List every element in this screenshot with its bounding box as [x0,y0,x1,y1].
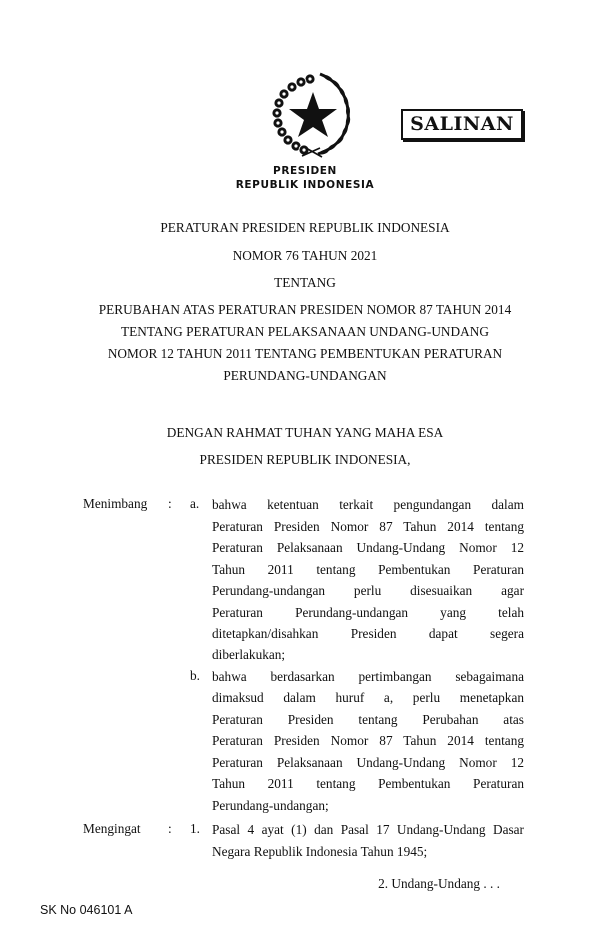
menimbang-item-a-line: Peraturan Presiden Nomor 87 Tahun 2014 tentang [212,519,524,534]
menimbang-item-a-line: diberlakukan; [212,647,286,662]
document-serial-code: SK No 046101 A [40,903,133,917]
menimbang-item-b-line: Peraturan Presiden tentang Perubahan atas [212,712,524,727]
mengingat-item-marker: 1. [190,821,200,836]
menimbang-item-a-line: Peraturan Pelaksanaan Undang-Undang Nomor 12 [212,540,524,555]
regulation-subject-line: PERUBAHAN ATAS PERATURAN PRESIDEN NOMOR 87 TAHUN 2014 [98,302,512,317]
menimbang-item-b-line: Peraturan Pelaksanaan Undang-Undang Nomor 12 [212,755,524,770]
mengingat-label: Mengingat [83,821,141,836]
menimbang-item-b-line: bahwa berdasarkan pertimbangan sebagaimana [212,669,524,684]
regulation-about: TENTANG [274,275,336,290]
menimbang-item-a-line: ditetapkan/disahkan Presiden dapat segera [212,626,524,641]
menimbang-item-b-line: Perundang-undangan; [212,798,329,813]
menimbang-item-marker: a. [190,496,200,511]
preamble-divine-grace: DENGAN RAHMAT TUHAN YANG MAHA ESA [166,425,444,440]
menimbang-item-b-line: dimaksud dalam huruf a, perlu menetapkan [212,690,524,705]
preamble-president: PRESIDEN REPUBLIK INDONESIA, [199,452,411,467]
menimbang-item-a-line: Tahun 2011 tentang Pembentukan Peraturan [212,562,524,577]
mengingat-colon: : [168,821,172,836]
menimbang-item-a-line: Perundang-undangan perlu disesuaikan agar [212,583,524,598]
salinan-stamp: SALINAN [401,109,523,140]
regulation-subject-line: TENTANG PERATURAN PELAKSANAAN UNDANG-UNDANG [121,324,489,339]
mengingat-item-1-line: Pasal 4 ayat (1) dan Pasal 17 Undang-Undang Dasar [212,822,524,837]
regulation-number: NOMOR 76 TAHUN 2021 [232,248,378,263]
menimbang-item-a-line: Peraturan Perundang-undangan yang telah [212,605,524,620]
menimbang-item-b-line: Tahun 2011 tentang Pembentukan Peraturan [212,776,524,791]
regulation-subject-line: PERUNDANG-UNDANGAN [223,368,387,383]
presidential-emblem-icon [268,70,354,158]
mengingat-item-1-line: Negara Republik Indonesia Tahun 1945; [212,844,428,859]
menimbang-item-marker: b. [190,668,200,683]
regulation-subject-line: NOMOR 12 TAHUN 2011 TENTANG PEMBENTUKAN PERATURAN [107,346,503,361]
issuer-label-president: PRESIDEN [273,165,337,177]
menimbang-colon: : [168,496,172,511]
issuer-label-republic: REPUBLIK INDONESIA [235,179,375,191]
menimbang-item-a-line: bahwa ketentuan terkait pengundangan dalam [212,497,524,512]
menimbang-label: Menimbang [83,496,148,511]
regulation-title: PERATURAN PRESIDEN REPUBLIK INDONESIA [160,220,450,235]
menimbang-item-b-line: Peraturan Presiden Nomor 87 Tahun 2014 tentang [212,733,524,748]
continuation-catchword: 2. Undang-Undang . . . [378,876,500,891]
